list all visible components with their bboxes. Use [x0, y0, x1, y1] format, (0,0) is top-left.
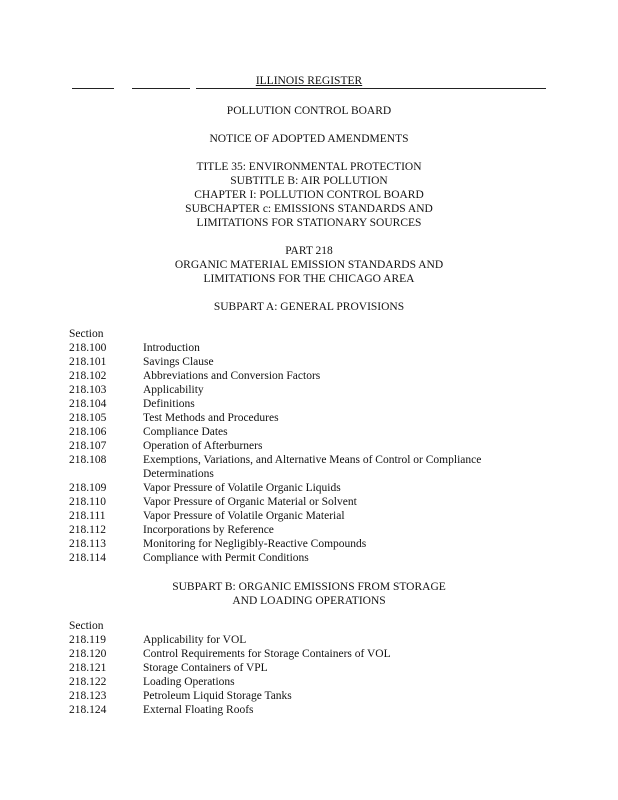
section-title: Exemptions, Variations, and Alternative Means of Control or Compliance	[143, 454, 482, 466]
section-number: 218.114	[69, 552, 106, 564]
section-title: Savings Clause	[143, 356, 214, 368]
toc-row	[69, 648, 539, 662]
header-rule-right	[196, 88, 546, 89]
section-number: 218.113	[69, 538, 106, 550]
section-title: External Floating Roofs	[143, 704, 254, 716]
toc-row	[69, 482, 539, 496]
toc-row	[69, 496, 539, 510]
section-number: 218.100	[69, 342, 107, 354]
title-line: TITLE 35: ENVIRONMENTAL PROTECTION	[196, 161, 422, 173]
section-number: 218.110	[69, 496, 106, 508]
toc-row	[69, 342, 539, 356]
register-header	[72, 74, 546, 90]
section-number: 218.105	[69, 412, 107, 424]
toc-row	[69, 398, 539, 412]
section-number: 218.101	[69, 356, 107, 368]
section-title: Operation of Afterburners	[143, 440, 263, 452]
toc-row	[69, 356, 539, 370]
section-title: Compliance with Permit Conditions	[143, 552, 309, 564]
chapter-line: CHAPTER I: POLLUTION CONTROL BOARD	[194, 189, 424, 201]
section-number: 218.122	[69, 676, 107, 688]
toc-row	[69, 676, 539, 690]
header-rule-left	[72, 88, 114, 89]
section-label: Section	[69, 620, 104, 632]
section-title: Introduction	[143, 342, 200, 354]
section-title: Applicability for VOL	[143, 634, 247, 646]
section-title-cont: Determinations	[143, 468, 214, 480]
part-number: PART 218	[285, 245, 333, 257]
toc-row	[69, 510, 539, 524]
section-title: Incorporations by Reference	[143, 524, 274, 536]
header-rule-left	[132, 88, 190, 89]
section-number: 218.120	[69, 648, 107, 660]
register-title: ILLINOIS REGISTER	[253, 75, 365, 87]
section-title: Storage Containers of VPL	[143, 662, 268, 674]
toc-row	[69, 538, 539, 552]
section-number: 218.111	[69, 510, 106, 522]
section-number: 218.108	[69, 454, 107, 466]
subpart-a-heading: SUBPART A: GENERAL PROVISIONS	[213, 301, 405, 313]
subpart-b-heading: SUBPART B: ORGANIC EMISSIONS FROM STORAGE	[172, 581, 446, 593]
section-title: Loading Operations	[143, 676, 235, 688]
subchapter-line: SUBCHAPTER c: EMISSIONS STANDARDS AND	[185, 203, 433, 215]
section-number: 218.104	[69, 398, 107, 410]
section-title: Test Methods and Procedures	[143, 412, 279, 424]
section-number: 218.107	[69, 440, 107, 452]
part-title: ORGANIC MATERIAL EMISSION STANDARDS AND	[174, 259, 444, 271]
subtitle-line: SUBTITLE B: AIR POLLUTION	[230, 175, 388, 187]
section-number: 218.124	[69, 704, 107, 716]
toc-row	[69, 704, 539, 718]
toc-row	[69, 524, 539, 538]
section-title: Definitions	[143, 398, 195, 410]
section-title: Control Requirements for Storage Containers of VOL	[143, 648, 391, 660]
section-title: Compliance Dates	[143, 426, 228, 438]
section-title: Monitoring for Negligibly-Reactive Compounds	[143, 538, 367, 550]
section-number: 218.103	[69, 384, 107, 396]
section-number: 218.119	[69, 634, 106, 646]
section-title: Vapor Pressure of Volatile Organic Liquids	[143, 482, 341, 494]
section-label: Section	[69, 328, 104, 340]
notice-title: NOTICE OF ADOPTED AMENDMENTS	[209, 133, 409, 145]
section-number: 218.112	[69, 524, 106, 536]
toc-row	[69, 552, 539, 566]
section-number: 218.109	[69, 482, 107, 494]
section-title: Applicability	[143, 384, 204, 396]
toc-row	[69, 412, 539, 426]
subchapter-line-cont: LIMITATIONS FOR STATIONARY SOURCES	[196, 217, 422, 229]
section-number: 218.121	[69, 662, 107, 674]
section-title: Petroleum Liquid Storage Tanks	[143, 690, 292, 702]
section-number: 218.123	[69, 690, 107, 702]
toc-row-continuation	[69, 468, 539, 482]
toc-row	[69, 426, 539, 440]
board-name: POLLUTION CONTROL BOARD	[226, 105, 392, 117]
section-title: Abbreviations and Conversion Factors	[143, 370, 321, 382]
section-number: 218.106	[69, 426, 107, 438]
toc-row	[69, 370, 539, 384]
part-title-cont: LIMITATIONS FOR THE CHICAGO AREA	[203, 273, 415, 285]
toc-row	[69, 454, 539, 468]
toc-row	[69, 440, 539, 454]
toc-row	[69, 662, 539, 676]
toc-row	[69, 634, 539, 648]
toc-row	[69, 384, 539, 398]
section-number: 218.102	[69, 370, 107, 382]
subpart-b-heading-cont: AND LOADING OPERATIONS	[232, 595, 386, 607]
section-title: Vapor Pressure of Organic Material or Solvent	[143, 496, 357, 508]
section-title: Vapor Pressure of Volatile Organic Material	[143, 510, 345, 522]
toc-row	[69, 690, 539, 704]
